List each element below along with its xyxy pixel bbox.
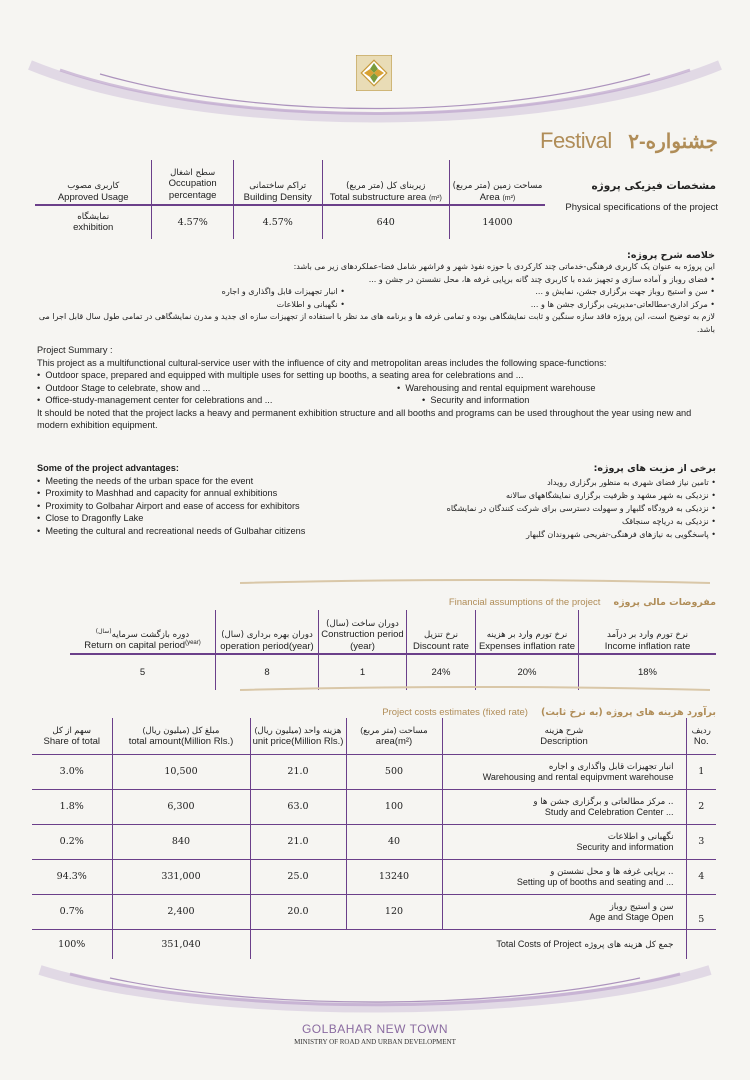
advantage-fa-item: • پاسخگویی به نیازهای فرهنگی-تفریحی شهروندان گلبهار xyxy=(526,530,716,539)
golbahar-logo xyxy=(356,55,392,91)
header-en: Expenses inflation rate xyxy=(478,640,576,652)
cell-share: 0.7% xyxy=(32,894,112,929)
summary-en-item-text: Warehousing and rental equipment warehouse xyxy=(405,382,596,393)
summary-fa-item: • انبار تجهیزات قابل واگذاری و اجاره xyxy=(221,287,345,296)
summary-en xyxy=(37,344,717,432)
summary-fa-item-text: انبار تجهیزات قابل واگذاری و اجاره xyxy=(221,287,338,296)
table-row xyxy=(32,824,716,859)
usage-en: exhibition xyxy=(73,221,114,233)
summary-fa-item-text: مرکز اداری-مطالعاتی-مدیریتی برگزاری جشن ها و ... xyxy=(530,299,708,309)
advantages-fa-title: برخی از مزیت های پروژه: xyxy=(593,463,716,474)
summary-fa-note: لازم به توضیح است، این پروژه فاقد سازه سنگین و ثابت نمایشگاهی بوده و تمامی غرفه ها و برنامه های مد نظر با استفاده از تجهیزات سازه ای جدید و مدرن نمایشگاهی در تمامی طول سال قابل اجرا می باشد. xyxy=(38,312,715,334)
summary-en-note: It should be noted that the project lacks a heavy and permanent exhibition structure and all booths and programs can be used throughout the year using new and modern exhibition equipment. xyxy=(37,407,692,430)
header-en: Approved Usage xyxy=(57,191,129,203)
table-row xyxy=(32,754,716,789)
summary-en-item: • Outdoor space, prepared and equipped with multiple uses for setting up booths, a seating area for celebrations and ... xyxy=(37,370,524,380)
footer-swoosh-decoration xyxy=(0,960,750,1020)
header-en: area(m²) xyxy=(375,735,413,747)
cell-no: 2 xyxy=(686,789,716,824)
cell-area: 40 xyxy=(346,824,442,859)
header-area xyxy=(346,718,442,754)
advantages-fa xyxy=(400,462,716,541)
cell-area: 13240 xyxy=(346,859,442,894)
cell-unit: 25.0 xyxy=(250,859,346,894)
header-en: Building Density xyxy=(243,191,312,203)
header-discount-rate xyxy=(407,610,476,654)
advantage-en-item: • Meeting the cultural and recreational needs of Gulbahar citizens xyxy=(37,525,306,536)
header-fa: هزینه واحد (میلیون ریال) xyxy=(254,724,342,735)
desc-en: Study and Celebration Center ... xyxy=(544,806,674,817)
header-en: Income inflation rate xyxy=(604,640,691,652)
summary-en-intro: This project as a multifunctional cultural-service user with the influence of city and metropolitan areas includes the following space-functions: xyxy=(37,357,607,368)
cell-no: 5 xyxy=(686,894,716,929)
cell-no: 3 xyxy=(686,824,716,859)
value-density: 4.57% xyxy=(233,205,322,239)
table-row xyxy=(32,789,716,824)
value-usage xyxy=(35,205,152,239)
value-return-period: 5 xyxy=(70,654,216,690)
cell-description xyxy=(442,754,686,789)
header-en: Total substructure area xyxy=(329,191,427,203)
summary-en-row xyxy=(37,394,717,407)
advantage-text: Close to Dragonfly Lake xyxy=(45,513,144,523)
header-fa: مبلغ کل (میلیون ریال) xyxy=(142,724,220,735)
header-fa: دوره بازگشت سرمایه xyxy=(111,630,190,641)
header-approved-usage xyxy=(35,160,152,205)
advantage-text: نزدیکی به دریاچه سنجاقک xyxy=(622,517,709,526)
header-en: Discount rate xyxy=(413,640,469,652)
header-en: total amount(Million Rls.) xyxy=(128,735,234,747)
header-fa: شرح هزینه xyxy=(544,724,584,735)
cell-share: 3.0% xyxy=(32,754,112,789)
physical-spec-label-fa: مشخصات فیزیکی پروژه xyxy=(591,180,716,192)
header-unit: (m²) xyxy=(502,194,516,202)
financial-title-en: Financial assumptions of the project xyxy=(448,597,601,608)
advantage-text: تامین نیاز فضای شهری به منظور برگزاری رویداد xyxy=(547,478,709,487)
cell-unit: 21.0 xyxy=(250,754,346,789)
header-en: unit price(Million Rls.) xyxy=(252,735,344,747)
summary-en-item-text: Security and information xyxy=(430,395,530,405)
header-en: operation period(year) xyxy=(220,640,314,652)
footer xyxy=(0,1022,750,1046)
desc-fa: انبار تجهیزات قابل واگذاری و اجاره xyxy=(548,761,674,772)
header-occupation xyxy=(152,160,234,205)
advantage-en-item: • Proximity to Mashhad and capacity for annual exhibitions xyxy=(37,488,278,498)
cell-total-amount: 351,040 xyxy=(112,929,250,959)
value-operation-period: 8 xyxy=(216,654,319,690)
header-fa: تراکم ساختمانی xyxy=(249,181,307,192)
cell-total: 6,300 xyxy=(112,789,250,824)
summary-en-item: • Warehousing and rental equipment warehouse xyxy=(397,382,596,393)
header-en: No. xyxy=(693,735,709,747)
header-expenses-inflation xyxy=(476,610,579,654)
physical-spec-label-en: Physical specifications of the project xyxy=(565,202,718,213)
desc-en: Warehousing and rental equipvment warehouse xyxy=(482,771,674,782)
financial-table xyxy=(70,610,716,690)
costs-title-fa: برآورد هزینه های پروژه (به نرخ ثابت) xyxy=(541,707,716,718)
financial-title xyxy=(400,590,716,609)
header-fa: مساحت (متر مربع) xyxy=(360,724,428,735)
advantage-text: Meeting the needs of the urban space for the event xyxy=(45,475,254,486)
advantages-en xyxy=(37,462,367,537)
total-label-en: Total Costs of Project xyxy=(496,938,582,949)
advantages-en-title: Some of the project advantages: xyxy=(37,463,179,473)
header-total-area xyxy=(322,160,450,205)
value-area: 14000 xyxy=(482,216,513,228)
summary-fa xyxy=(35,250,715,336)
advantage-text: Meeting the cultural and recreational needs of Gulbahar citizens xyxy=(45,525,306,536)
divider-line xyxy=(240,685,710,695)
summary-en-item: • Security and information xyxy=(422,395,530,405)
footer-subtitle: MINISTRY OF ROAD AND URBAN DEVELOPMENT xyxy=(294,1038,456,1046)
value-discount-rate: 24% xyxy=(407,654,476,690)
header-share xyxy=(32,718,112,754)
cell-no: 1 xyxy=(686,754,716,789)
header-area xyxy=(450,160,546,205)
cell-total-label xyxy=(250,929,686,959)
advantage-text: Proximity to Golbahar Airport and ease of access for exhibitors xyxy=(45,500,300,511)
cell-share: 94.3% xyxy=(32,859,112,894)
cell-no: 4 xyxy=(686,859,716,894)
header-operation-period xyxy=(216,610,319,654)
desc-fa: مرکز مطالعاتی و برگزاری جشن ها و .. xyxy=(533,796,674,807)
header-unit: (m²) xyxy=(428,194,442,202)
cell-area: 120 xyxy=(346,894,442,929)
cell-total: 331,000 xyxy=(112,859,250,894)
summary-fa-item: • نگهبانی و اطلاعات xyxy=(276,299,345,309)
divider-line xyxy=(240,578,710,588)
section-title-en: Festival xyxy=(540,128,612,153)
footer-title: GOLBAHAR NEW TOWN xyxy=(301,1022,449,1036)
header-fa: نرخ تنزیل xyxy=(423,630,459,641)
costs-title xyxy=(300,700,716,719)
header-no xyxy=(686,718,716,754)
summary-fa-item-text: فضای روباز و آماده سازی و تجهیز شده با کاربری چند گانه برپایی غرفه ها، محل نشستن در جشن و ... xyxy=(368,274,708,284)
summary-fa-item: • مرکز اداری-مطالعاتی-مدیریتی برگزاری جشن ها و ... xyxy=(530,299,715,309)
header-en-unit: (year) xyxy=(185,640,201,647)
header-fa: دوران بهره برداری (سال) xyxy=(221,630,313,641)
header-fa: مساحت زمین (متر مربع) xyxy=(452,181,543,192)
cell-total-share: 100% xyxy=(32,929,112,959)
header-fa-unit: (سال) xyxy=(95,628,112,636)
header-total-amount xyxy=(112,718,250,754)
header-fa: سهم از کل xyxy=(52,724,92,735)
financial-title-fa: مفروضات مالی پروژه xyxy=(613,597,716,608)
advantage-en-item: • Meeting the needs of the urban space for the event xyxy=(37,475,254,486)
advantage-text: پاسخگویی به نیازهای فرهنگی-تفریحی شهروندان گلبهار xyxy=(526,530,709,539)
header-fa: کاربری مصوب xyxy=(67,181,120,192)
cell-description xyxy=(442,824,686,859)
header-en: Description xyxy=(540,735,588,747)
header-en: Occupation percentage xyxy=(168,178,217,201)
summary-fa-item-text: نگهبانی و اطلاعات xyxy=(276,299,338,309)
header-en: Return on capital period xyxy=(84,640,186,652)
advantage-fa-item: • تامین نیاز فضای شهری به منظور برگزاری رویداد xyxy=(547,478,716,487)
header-fa: زیربنای کل (متر مربع) xyxy=(346,181,426,192)
header-fa: سطح اشغال xyxy=(170,167,216,178)
header-building-density xyxy=(233,160,322,205)
cell-empty xyxy=(686,929,716,959)
desc-en: Age and Stage Open xyxy=(589,911,674,922)
usage-fa: نمایشگاه xyxy=(77,211,110,222)
value-total-area: 640 xyxy=(322,205,450,239)
summary-fa-item: • سن و استیج روباز جهت برگزاری جشن، نمایش و ... xyxy=(535,287,715,296)
summary-en-item-text: Outdoor Stage to celebrate, show and ... xyxy=(45,382,211,393)
header-fa: ردیف xyxy=(691,724,711,735)
summary-en-title: Project Summary : xyxy=(37,345,113,355)
header-return-period xyxy=(70,610,216,654)
advantage-en-item: • Close to Dragonfly Lake xyxy=(37,513,144,523)
value-expenses-inflation: 20% xyxy=(476,654,579,690)
cell-unit: 21.0 xyxy=(250,824,346,859)
costs-title-en: Project costs estimates (fixed rate) xyxy=(382,707,528,718)
cell-description xyxy=(442,859,686,894)
costs-table xyxy=(32,718,716,959)
section-title-fa: ۲-جشنواره xyxy=(628,131,718,153)
header-description xyxy=(442,718,686,754)
summary-fa-item-text: سن و استیج روباز جهت برگزاری جشن، نمایش و ... xyxy=(535,287,708,296)
cell-share: 1.8% xyxy=(32,789,112,824)
physical-spec-table xyxy=(35,160,545,240)
summary-en-item: • Outdoor Stage to celebrate, show and ... xyxy=(37,382,211,393)
header-en: Share of total xyxy=(43,735,100,747)
cell-share: 0.2% xyxy=(32,824,112,859)
summary-en-row xyxy=(37,382,717,395)
cell-total: 2,400 xyxy=(112,894,250,929)
value-construction-period: 1 xyxy=(319,654,407,690)
value-occupation: 4.57% xyxy=(152,205,234,239)
header-en: Area xyxy=(479,191,500,203)
header-unit-price xyxy=(250,718,346,754)
advantage-fa-item: • نزدیکی به دریاچه سنجاقک xyxy=(622,517,716,526)
section-title xyxy=(540,128,720,154)
summary-fa-title: خلاصه شرح پروژه: xyxy=(627,250,715,261)
cell-total: 10,500 xyxy=(112,754,250,789)
header-fa: دوران ساخت (سال) xyxy=(326,618,399,629)
total-label-fa: جمع کل هزینه های پروژه xyxy=(584,939,674,950)
cell-description xyxy=(442,789,686,824)
summary-fa-item: • فضای روباز و آماده سازی و تجهیز شده با کاربری چند گانه برپایی غرفه ها، محل نشستن در جشن و ... xyxy=(368,274,715,284)
table-total-row xyxy=(32,929,716,959)
advantage-text: Proximity to Mashhad and capacity for annual exhibitions xyxy=(45,488,278,498)
cell-total: 840 xyxy=(112,824,250,859)
value-income-inflation: 18% xyxy=(637,666,657,678)
cell-unit: 20.0 xyxy=(250,894,346,929)
table-row xyxy=(32,859,716,894)
summary-en-item-text: Outdoor space, prepared and equipped with multiple uses for setting up booths, a seating area for celebrations and ... xyxy=(45,370,524,380)
summary-en-item: • Office-study-management center for celebrations and ... xyxy=(37,395,273,405)
cell-unit: 63.0 xyxy=(250,789,346,824)
table-row xyxy=(32,894,716,929)
advantage-fa-item: • نزدیکی به فرودگاه گلبهار و سهولت دسترسی برای شرکت کنندگان در نمایشگاه xyxy=(446,504,716,513)
cell-description xyxy=(442,894,686,929)
summary-fa-intro: این پروژه به عنوان یک کاربری فرهنگی-خدماتی چند کارکردی با حوزه نفوذ شهر و فراشهر شامل فضا-عملکردهای زیر می باشد: xyxy=(293,262,715,271)
summary-fa-row xyxy=(35,286,715,299)
advantage-text: نزدیکی به شهر مشهد و ظرفیت برگزاری نمایشگاههای سالانه xyxy=(505,491,709,500)
desc-fa: سن و استیج روباز xyxy=(609,901,674,912)
advantage-fa-item: • نزدیکی به شهر مشهد و ظرفیت برگزاری نمایشگاههای سالانه xyxy=(505,491,716,500)
advantage-en-item: • Proximity to Golbahar Airport and ease of access for exhibitors xyxy=(37,500,300,511)
cell-area: 500 xyxy=(346,754,442,789)
cell-area: 100 xyxy=(346,789,442,824)
header-construction-period xyxy=(319,610,407,654)
advantage-text: نزدیکی به فرودگاه گلبهار و سهولت دسترسی برای شرکت کنندگان در نمایشگاه xyxy=(446,504,709,513)
desc-fa: نگهبانی و اطلاعات xyxy=(607,831,674,842)
summary-en-item-text: Office-study-management center for celebrations and ... xyxy=(45,395,273,405)
header-income-inflation xyxy=(579,610,717,654)
summary-fa-row xyxy=(35,299,715,312)
desc-fa: برپایی غرفه ها و محل نشستن و .. xyxy=(550,866,674,877)
desc-en: Security and information xyxy=(576,841,674,852)
header-fa: نرخ تورم وارد بر هزینه xyxy=(486,630,568,641)
header-fa: نرخ تورم وارد بر درآمد xyxy=(606,630,689,641)
desc-en: Setting up of booths and seating and ... xyxy=(516,876,674,887)
header-en: Construction period (year) xyxy=(321,629,404,652)
